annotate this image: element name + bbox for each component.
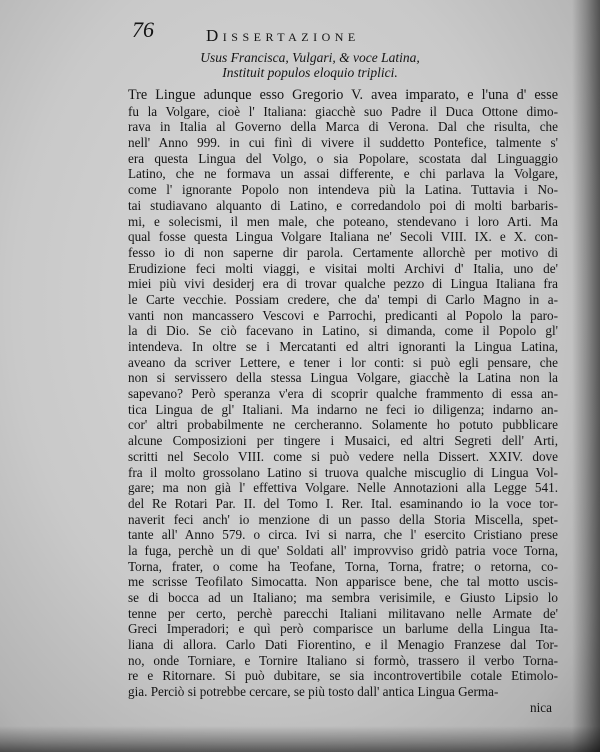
text-line: Torna, frater, o come ha Teofane, Torna, Torna, fratre; o retorna, co- — [128, 558, 558, 574]
text-line: non si servissero della stessa Lingua Volgare, giacchè la Latina non la — [128, 370, 558, 386]
text-line: le Carte vecchie. Possiam credere, che da' tempi di Carlo Magno in a- — [128, 291, 558, 307]
running-head: Dissertazione — [206, 26, 360, 45]
text-line: Tre Lingue adunque esso Gregorio V. avea imparato, e l'una d' esse — [128, 87, 558, 103]
text-line: miei più vivi desiderj era di trovar qualche pezzo di Lingua Italiana fra — [128, 276, 558, 292]
motto-line-1: Usus Francisca, Vulgari, & voce Latina, — [200, 50, 420, 65]
text-line: intendeva. In oltre se i Mercatanti ed altri ignoranti la Lingua Latina, — [128, 339, 558, 354]
text-line: fu la Volgare, cioè l' Italiana: giacchè suo Padre il Duca Ottone dimo- — [128, 103, 558, 119]
text-line: del Re Rotari Par. II. del Tomo I. Rer. Ital. esaminando io la voce tor- — [128, 495, 558, 511]
text-line: cor' altri probabilmente ne cercheranno. Solamente ho potuto pubblicare — [128, 417, 558, 433]
text-line: sapevano? Però speranza v'era di scoprir qualche frammento di essa an- — [128, 386, 558, 402]
text-line: la di Dio. Se ciò facevano in Latino, si dimanda, come il Popolo gl' — [128, 323, 558, 339]
text-line: gare; ma non già l' effettiva Volgare. Nelle Annotazioni alla Legge 541. — [128, 480, 558, 496]
text-line: qual fosse questa Lingua Volgare Italiana ne' Secoli VIII. IX. e X. con- — [128, 229, 558, 245]
text-line: Erudizione feci molti viaggi, e visitai molti Archivi d' Italia, uno de' — [128, 260, 558, 276]
text-line: come l' ignorante Popolo non intendeva più la Latina. Tuttavia i No- — [128, 182, 558, 198]
text-line: naverit feci anch' io menzione di un passo della Storia Miscella, spet- — [128, 511, 558, 527]
text-line: gia. Perciò si potrebbe cercare, se più tosto dall' antica Lingua Germa- — [128, 684, 499, 700]
text-line: scritti nel Secolo VIII. come si può vedere nella Dissert. XXIV. dove — [128, 448, 558, 464]
body-text — [128, 88, 558, 716]
text-line: liana di allora. Carlo Dati Fiorentino, e il Menagio Franzese dal Tor- — [128, 637, 558, 653]
text-line: tante all' Anno 579. o circa. Ivi si narra, che l' esercito Cristiano prese — [128, 527, 558, 543]
text-line: aveano da scriver Lettere, e tener i lor conti: si può egli pensare, che — [128, 354, 558, 370]
text-line: fesso io di non saperne dir parola. Certamente allorchè per motivo di — [128, 244, 558, 260]
text-line: tenne per certo, perchè parecchi Italiani militavano nelle Armate de' — [128, 605, 558, 621]
catchword: nica — [530, 699, 552, 715]
text-line: vanti non mancassero Vescovi e Parrochi, predicanti al Popolo la paro- — [128, 307, 558, 323]
text-line: tica Lingua de gl' Italiani. Ma indarno ne feci io diligenza; indarno an- — [128, 401, 558, 417]
text-line: la fuga, perchè un di que' Soldati all' improvviso gridò patria voce Torna, — [128, 542, 558, 558]
text-line: tai studiavano alquanto di Latino, e corredandolo poi di molti barbaris- — [128, 197, 558, 213]
page-bottom-shadow — [0, 726, 600, 752]
text-line: me scrisse Teofilato Simocatta. Non apparisce bene, che tal motto uscis- — [128, 574, 558, 590]
text-line: Latino, che ne formava un assai differente, e chi parlava la Volgare, — [128, 166, 558, 182]
text-line: fra il molto grossolano Latino si truova qualche miscuglio di Lingua Vol- — [128, 464, 558, 480]
text-line: alcune Composizioni per tingere i Musaici, ed altri Segreti dell' Arti, — [128, 433, 558, 449]
text-line: re e Ritornare. Si può dubitare, se sia incontrovertibile cotale Etimolo- — [128, 668, 558, 684]
text-line: se di bocca ad un Italiano; ma sembra verisimile, e Giusto Lipsio lo — [128, 590, 558, 605]
text-line: mi, e solecismi, il men male, che poteano, stendevano i loro Arti. Ma — [128, 213, 558, 229]
text-line: Greci Imperadori; e quì però comparisce un barlume della Lingua Ita- — [128, 621, 558, 637]
text-line: no, onde Torniare, e Tornire Italiano si formò, trassero il verbo Torna- — [128, 652, 558, 668]
motto-line-2: Instituit populos eloquio triplici. — [222, 65, 398, 80]
page-edge-shadow — [572, 0, 600, 752]
text-line: nell' Anno 999. in cui finì di vivere il suddetto Pontefice, talmente s' — [128, 135, 558, 151]
text-line: era questa Lingua del Volgo, o sia Popolare, scostata dal Linguaggio — [128, 150, 558, 166]
text-line: rava in Italia al Governo della Marca di Verona. Dal che risulta, che — [128, 119, 558, 135]
page-number: 76 — [132, 17, 154, 42]
